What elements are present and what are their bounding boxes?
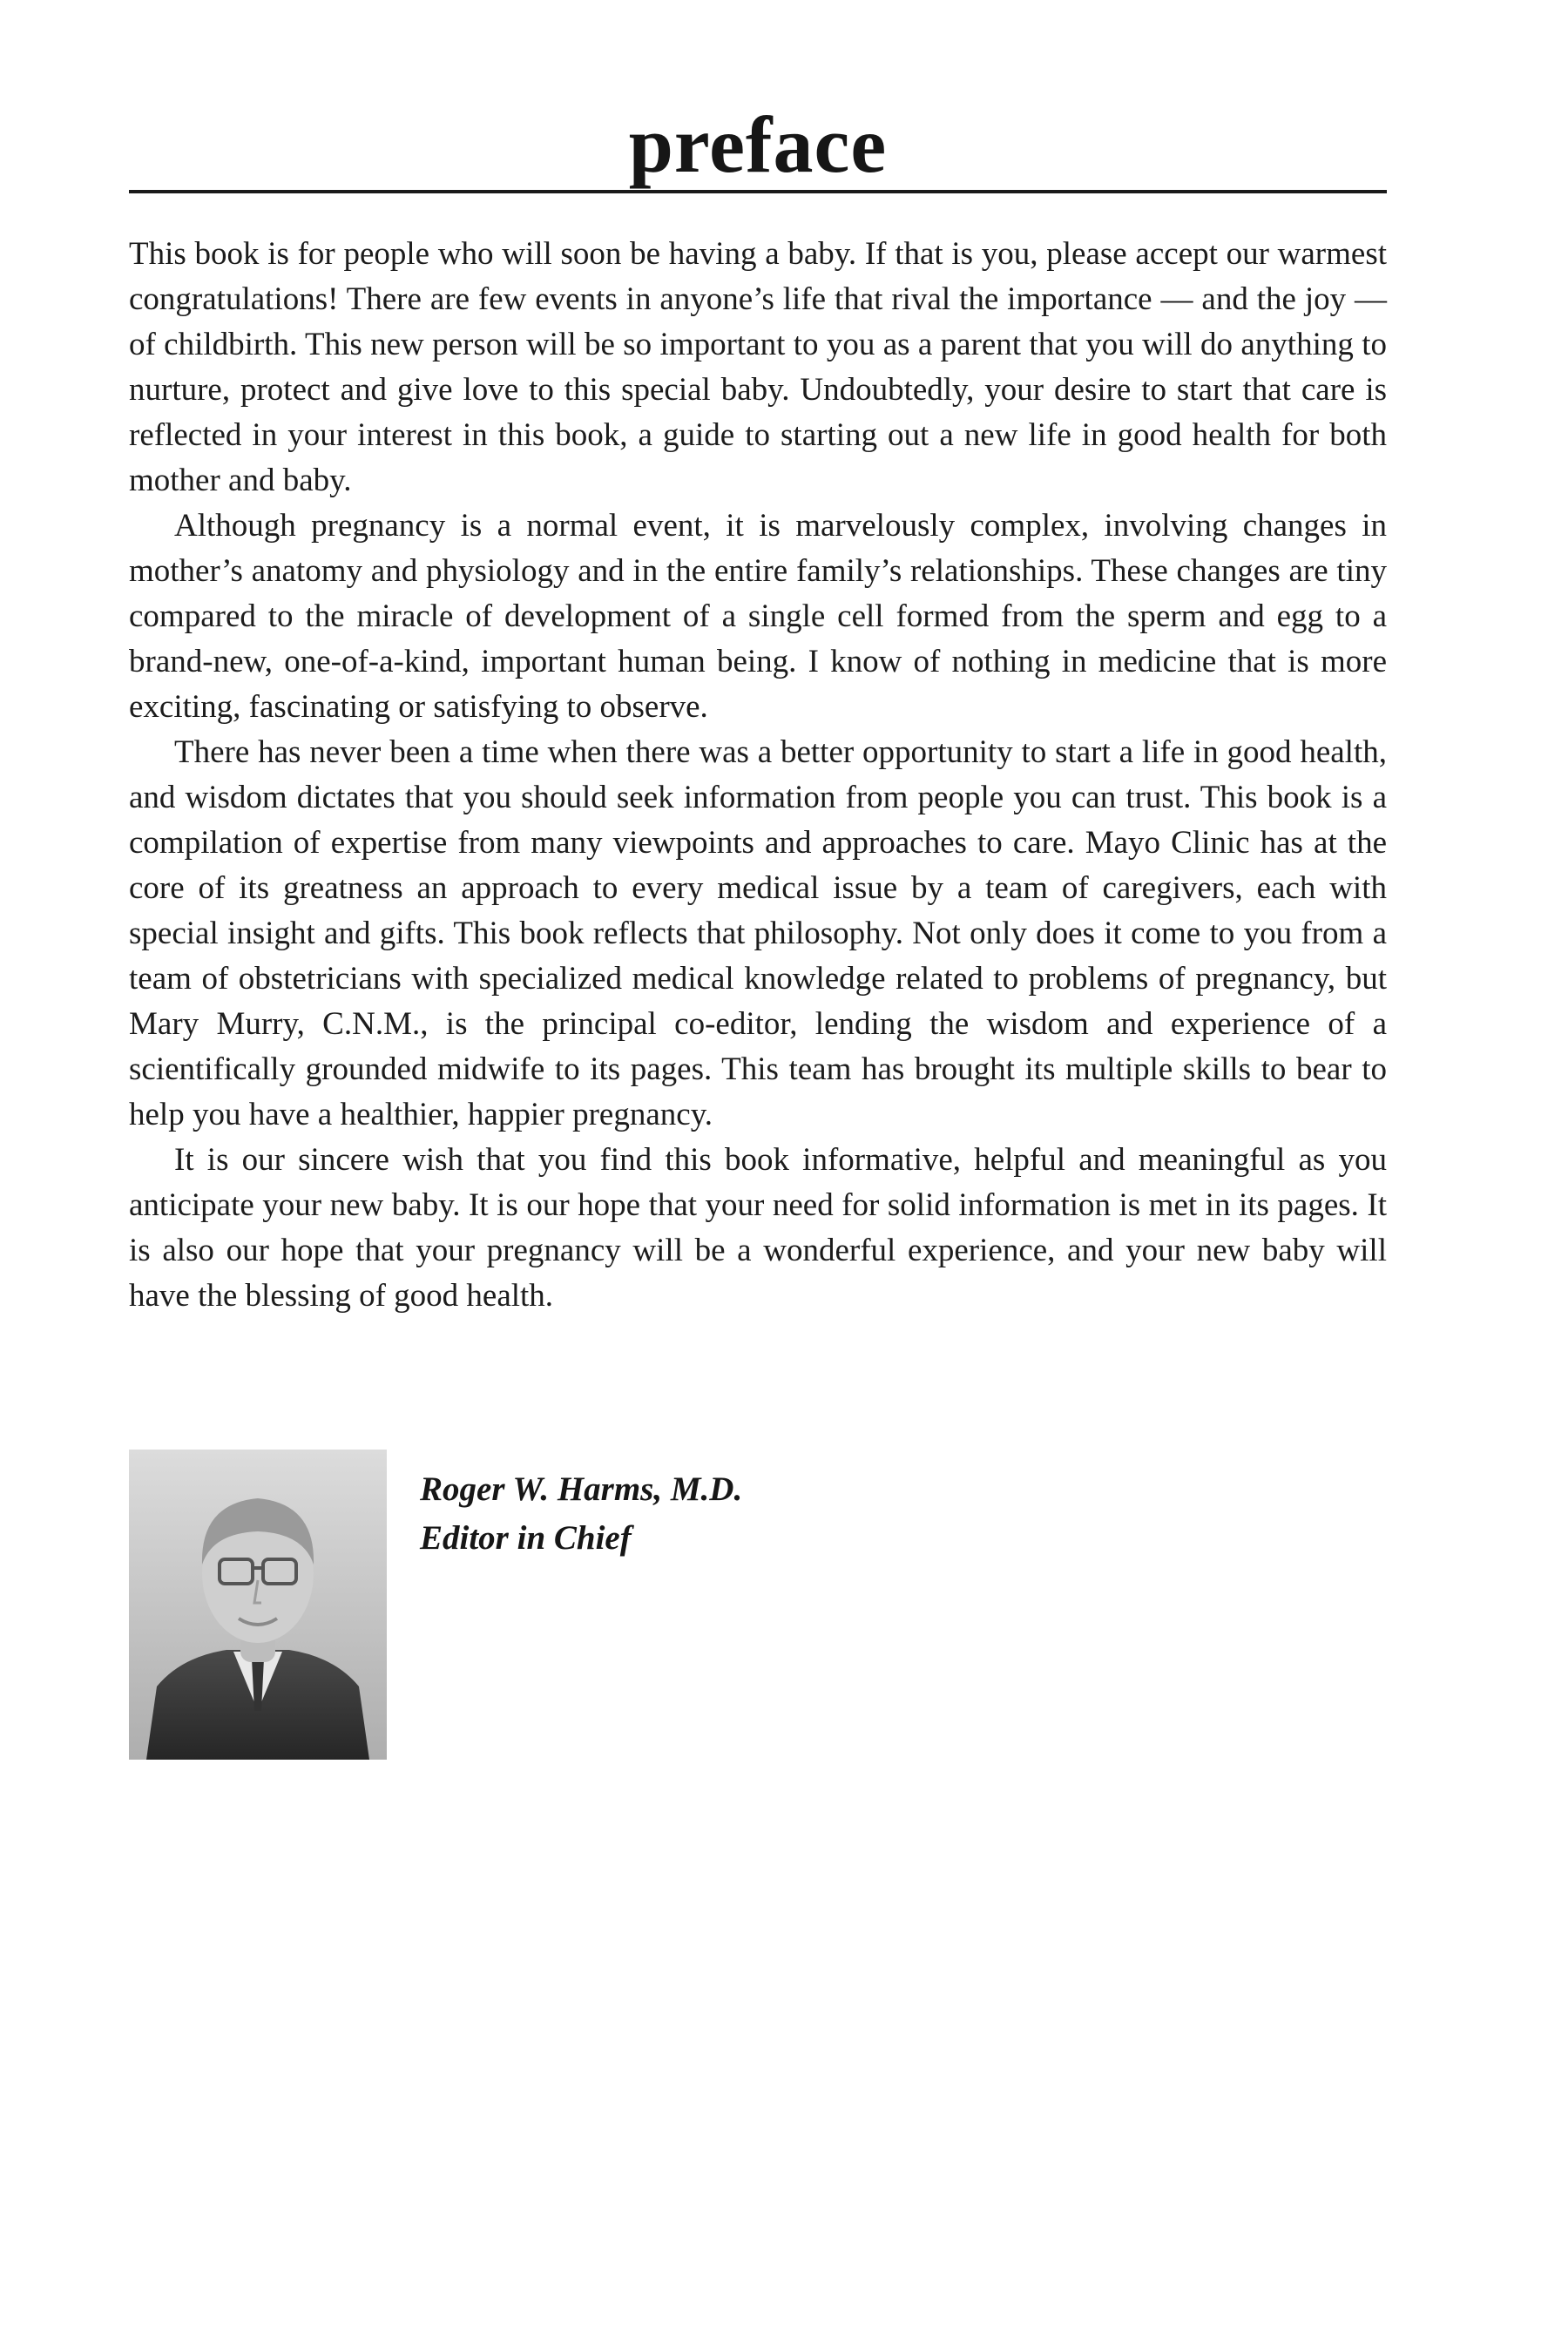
- paragraph-2: Although pregnancy is a normal event, it is marvelously complex, involving changes in mother’s anatomy and physiology and in the entire family’s relationships. These changes are tiny compared to the miracle of development of a single cell formed from the sperm and egg to a brand-new, one-of-a-kind, important human being. I know of nothing in medicine that is more exciting, fascinating or satisfying to observe.: [129, 508, 1387, 725]
- signature-block: [129, 1450, 1387, 1760]
- paragraph-3: There has never been a time when there was a better opportunity to start a life in good health, and wisdom dictates that you should seek information from people you can trust. This book is a compilation of expertise from many viewpoints and approaches to care. Mayo Clinic has at the core of its greatness an approach to every medical issue by a team of caregivers, each with special insight and gifts. This book reflects that philosophy. Not only does it come to you from a team of obstetricians with specialized medical knowledge related to problems of pregnancy, but Mary Murry, C.N.M., is the principal co-editor, lending the wisdom and experience of a scientifically grounded midwife to its pages. This team has brought its multiple skills to bear to help you have a healthier, happier pregnancy.: [129, 734, 1387, 1132]
- title-block: [129, 100, 1387, 193]
- author-credit: [420, 1450, 742, 1563]
- paragraph-1: This book is for people who will soon be having a baby. If that is you, please accept our warmest congratulations! There are few events in anyone’s life that rival the importance — and the joy — of childbirth. This new person will be so important to you as a parent that you will do anything to nurture, protect and give love to this special baby. Undoubtedly, your desire to start that care is reflected in your interest in this book, a guide to starting out a new life in good health for both mother and baby.: [129, 236, 1387, 498]
- portrait-photo-graphic: [129, 1450, 387, 1760]
- author-role: Editor in Chief: [420, 1519, 632, 1557]
- paragraph-4: It is our sincere wish that you find this book informative, helpful and meaningful as you anticipate your new baby. It is our hope that your need for solid information is met in its pages. It is also our hope that your pregnancy will be a wonderful experience, and your new baby will have the blessing of good health.: [129, 1142, 1387, 1314]
- portrait-photo: [129, 1450, 387, 1760]
- page-title: preface: [628, 100, 888, 189]
- author-name: Roger W. Harms, M.D.: [420, 1470, 743, 1508]
- preface-body: [129, 232, 1387, 1319]
